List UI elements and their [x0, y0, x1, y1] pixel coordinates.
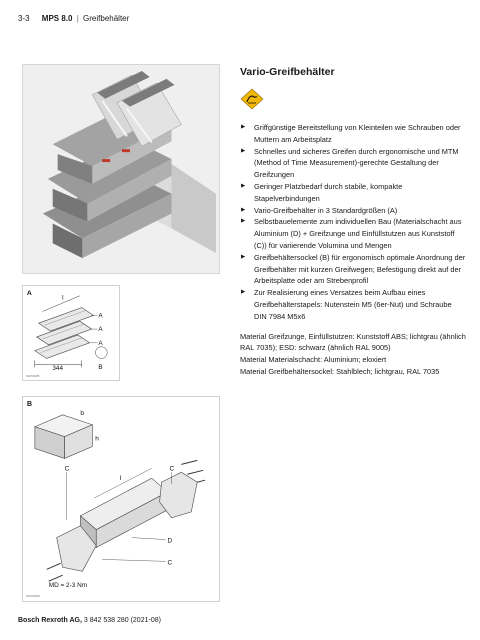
drawing-b-callout-c3: C: [167, 559, 173, 567]
feature-item: ▶ Geringer Platzbedarf durch stabile, kompakte Stapelverbindungen: [240, 181, 466, 205]
drawing-b-callout-c2: C: [169, 465, 175, 473]
page-header: [18, 14, 129, 23]
material-line: Material Materialschacht: Aluminium; eloxiert: [240, 355, 387, 365]
drawing-b-callout-c1: C: [64, 465, 70, 473]
drawing-b-label: B: [26, 400, 32, 408]
product-name: MPS 8.0: [41, 14, 73, 23]
drawing-a-svg: [23, 286, 119, 380]
section-name: Greifbehälter: [83, 14, 130, 23]
drawing-b-code: 3842538286: [25, 595, 40, 598]
header-separator: |: [76, 14, 79, 23]
drawing-a: [22, 285, 120, 381]
product-photo: [22, 64, 220, 274]
drawing-b-callout-d: D: [167, 537, 173, 545]
gripping-bins-illustration: [23, 65, 219, 273]
drawing-b-dim-b: b: [80, 409, 84, 417]
drawing-a-dimension: 344: [52, 365, 64, 373]
feature-item: ▶ Schnelles und sicheres Greifen durch ergonomische und MTM (Method of Time Measurement)-gerechte Gestaltung der Greifzungen: [240, 146, 466, 181]
drawing-a-code: 3842538285: [25, 375, 40, 379]
drawing-a-callout-3: A: [98, 339, 103, 347]
material-line: Material Greifzunge, Einfüllstutzen: Kunststoff ABS; lichtgrau (ähnlich RAL 7035); ESD: schwarz (ähnlich RAL 9005): [240, 331, 466, 353]
feature-item: ▶ Griffgünstige Bereitstellung von Kleinteilen wie Schrauben oder Muttern am Arbeitsplatz: [240, 122, 466, 146]
materials-block: [240, 331, 466, 378]
page-number: 3-3: [18, 14, 30, 23]
drawing-b-dim-h: h: [95, 435, 99, 443]
drawing-a-length-symbol: l: [62, 294, 64, 302]
drawing-b-dim-l: l: [120, 475, 122, 483]
drawing-b: [22, 396, 220, 602]
feature-list: [240, 122, 466, 323]
footer-doc-number: 3 842 538 280 (2021-08): [83, 617, 161, 624]
footer-brand: Bosch Rexroth AG,: [18, 617, 82, 624]
drawing-b-svg: [23, 397, 219, 601]
feature-item: ▶ Vario-Greifbehälter in 3 Standardgrößen (A): [240, 205, 466, 217]
esd-warning-icon: [240, 88, 264, 110]
product-description: [240, 66, 466, 378]
product-title: Vario-Greifbehälter: [240, 66, 335, 78]
drawing-a-callout-base: B: [98, 364, 103, 372]
material-line: Material Greifbehältersockel: Stahlblech; lichtgrau, RAL 7035: [240, 366, 440, 376]
feature-item: ▶ Greifbehältersockel (B) für ergonomisch optimale Anordnung der Greifbehälter mit kurzen Greifwegen; Befestigung direkt auf der Arbeitsplatte oder am Strebenprofil: [240, 252, 466, 287]
drawing-a-label: A: [26, 289, 32, 297]
page-footer: [18, 617, 161, 624]
feature-item: ▶ Zur Realisierung eines Versatzes beim Aufbau eines Greifbehälterstapels: Nutenstein M5 (6er-Nut) und Schraube DIN 7984 M5x6: [240, 287, 466, 322]
drawing-a-callout-2: A: [98, 326, 103, 334]
feature-item: ▶ Selbstbauelemente zum individuellen Bau (Materialschacht aus Aluminium (D) + Greifzunge und Einfüllstutzen aus Kunststoff (C)) für variierende Volumina und Mengen: [240, 216, 466, 251]
drawing-b-torque: MD = 2-3 Nm: [48, 582, 88, 590]
drawing-a-callout-1: A: [98, 312, 103, 320]
